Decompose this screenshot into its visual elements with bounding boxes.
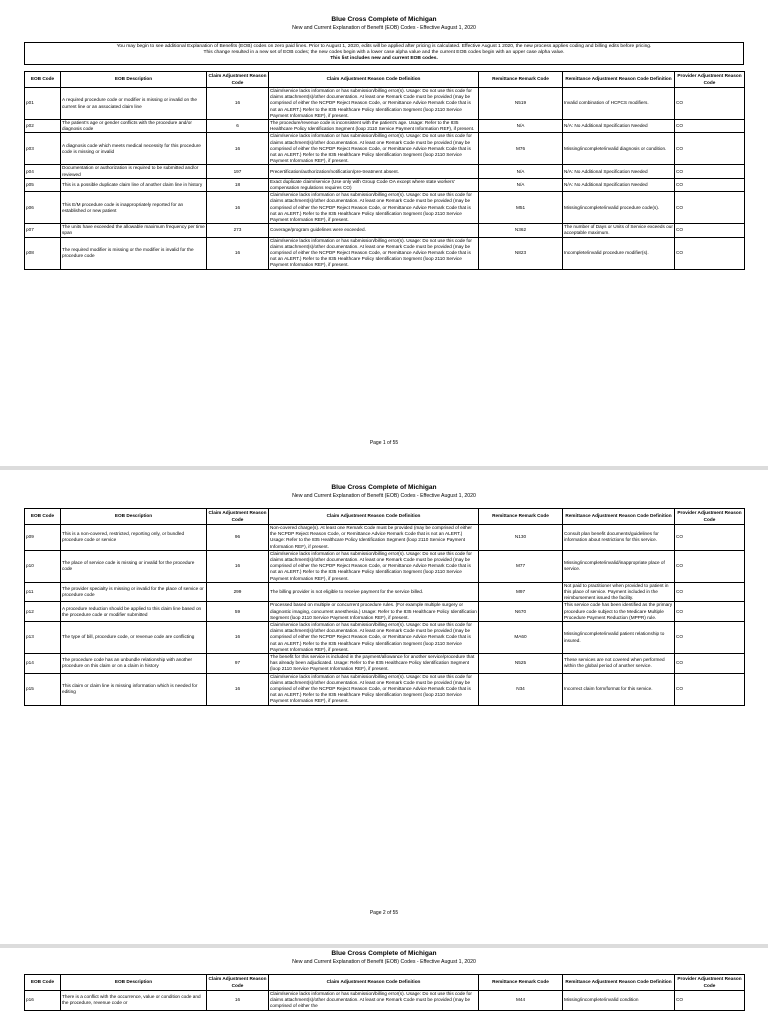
table-row xyxy=(25,237,745,269)
remark-definition-cell: N/A: No Additional Specification Needed xyxy=(563,120,675,133)
eob-description-cell: There is a conflict with the occurrence, value or condition code and the procedure, revenue code or xyxy=(61,991,207,1011)
parc-cell: CO xyxy=(675,602,745,622)
eob-description-cell: A required procedure code or modifier is missing or invalid on the current line or an associated claim line xyxy=(61,88,207,120)
remark-definition-cell: Not paid to practitioner when provided to patient in this place of service. Payment included in the reimbursement issued the facility. xyxy=(563,582,675,602)
remark-code-cell: N/A xyxy=(479,178,563,191)
remark-definition-cell: Incomplete/invalid procedure modifier(s). xyxy=(563,237,675,269)
carc-cell: 6 xyxy=(207,120,269,133)
col-header: Remittance Remark Code xyxy=(479,72,563,88)
intro-line-bold: This list includes new and current EOB codes. xyxy=(330,56,438,62)
eob-code-cell: p13 xyxy=(25,622,61,654)
eob-description-cell: This claim or claim line is missing information which is needed for editing xyxy=(61,673,207,705)
remark-code-cell: N/A xyxy=(479,120,563,133)
eob-description-cell: A diagnosis code which meets medical necessity for this procedure code is missing or invalid xyxy=(61,133,207,165)
table-row xyxy=(25,133,745,165)
remark-definition-cell: Missing/incomplete/invalid/inappropriate place of service. xyxy=(563,550,675,582)
page-2 xyxy=(0,470,768,944)
eob-code-cell: p05 xyxy=(25,178,61,191)
carc-definition-cell: Claim/service lacks information or has submission/billing error(s). Usage: Do not use this code for claims attachment(s)/other documentation. At least one Remark Code must be provided (may be comprised of either the NCPDP Reject Reason Code, or Remittance Advice Remark Code that is not an ALERT.) Refer to the 835 Healthcare Policy Identification Segment (loop 2110 Service Payment Information REF), if present. xyxy=(269,133,479,165)
col-header: EOB Description xyxy=(61,975,207,991)
eob-code-cell: p04 xyxy=(25,165,61,178)
carc-definition-cell: Claim/service lacks information or has submission/billing error(s). Usage: Do not use this code for claims attachment(s)/other documentation. At least one Remark Code must be provided (may be comprised of either the NCPDP Reject Reason Code, or Remittance Advice Remark Code that is not an ALERT.) Refer to the 835 Healthcare Policy Identification Segment (loop 2110 Service Payment Information REF), if present. xyxy=(269,550,479,582)
remark-definition-cell: N/A: No Additional Specification Needed xyxy=(563,165,675,178)
eob-description-cell: A procedure reduction should be applied to this claim line based on the procedure code or modifier submitted xyxy=(61,602,207,622)
carc-cell: 16 xyxy=(207,192,269,224)
col-header: Claim Adjustment Reason Code xyxy=(207,72,269,88)
remark-definition-cell: Missing/incomplete/invalid diagnosis or condition. xyxy=(563,133,675,165)
carc-cell: 16 xyxy=(207,237,269,269)
col-header: Claim Adjustment Reason Code Definition xyxy=(269,509,479,525)
table-row xyxy=(25,673,745,705)
col-header: Claim Adjustment Reason Code Definition xyxy=(269,72,479,88)
col-header: EOB Code xyxy=(25,72,61,88)
eob-code-cell: p16 xyxy=(25,991,61,1011)
eob-description-cell: This E/M procedure code is inappropriately reported for an established or new patient xyxy=(61,192,207,224)
page-1 xyxy=(0,0,768,466)
table-row xyxy=(25,120,745,133)
parc-cell: CO xyxy=(675,192,745,224)
remark-definition-cell: Incorrect claim form/format for this service. xyxy=(563,673,675,705)
eob-code-cell: p11 xyxy=(25,582,61,602)
eob-description-cell: The procedure code has an unbundle relationship with another procedure on this claim or on a claim in history xyxy=(61,654,207,674)
col-header: Claim Adjustment Reason Code xyxy=(207,975,269,991)
col-header: EOB Description xyxy=(61,509,207,525)
document-title: Blue Cross Complete of Michigan xyxy=(331,484,437,491)
eob-table xyxy=(24,508,745,706)
carc-cell: 59 xyxy=(207,602,269,622)
eob-code-cell: p09 xyxy=(25,525,61,551)
page-header xyxy=(0,948,768,965)
carc-cell: 16 xyxy=(207,133,269,165)
col-header: Remittance Adjustment Reason Code Definition xyxy=(563,975,675,991)
col-header: Provider Adjustment Reason Code xyxy=(675,72,745,88)
carc-cell: 16 xyxy=(207,991,269,1011)
eob-code-cell: p08 xyxy=(25,237,61,269)
remark-code-cell: M44 xyxy=(479,991,563,1011)
carc-definition-cell: Claim/service lacks information or has submission/billing error(s). Usage: Do not use this code for claims attachment(s)/other documentation. At least one Remark Code must be provided (may be comprised of either the NCPDP Reject Reason Code, or Remittance Advice Remark Code that is not an ALERT.) Refer to the 835 Healthcare Policy Identification Segment (loop 2110 Service Payment Information REF), if present. xyxy=(269,237,479,269)
eob-table xyxy=(24,71,745,270)
remark-definition-cell: N/A: No Additional Specification Needed xyxy=(563,178,675,191)
eob-code-cell: p06 xyxy=(25,192,61,224)
page-header xyxy=(0,0,768,31)
eob-description-cell: The units have exceeded the allowable maximum frequency per time span xyxy=(62,224,205,236)
carc-definition-cell: Claim/service lacks information or has submission/billing error(s). Usage: Do not use this code for claims attachment(s)/other documentation. At least one Remark Code must be provided (may be comprised of either the NCPDP Reject Reason Code, or Remittance Advice Remark Code that is not an ALERT.) Refer to the 835 Healthcare Policy Identification Segment (loop 2110 Service Payment Information REF), if present. xyxy=(269,88,479,120)
table-row xyxy=(25,550,745,582)
carc-cell: 16 xyxy=(207,88,269,120)
carc-definition-cell: The procedure/revenue code is inconsistent with the patient's age. Usage: Refer to the 835 Healthcare Policy Identification Segment (loop 2110 Service Payment Information REF), if present. xyxy=(269,120,479,133)
carc-definition-cell: Claim/service lacks information or has submission/billing error(s). Usage: Do not use this code for claims attachment(s)/other documentation. At least one Remark Code must be provided (may be comprised of either the NCPDP Reject Reason Code, or Remittance Advice Remark Code that is not an ALERT.) Refer to the 835 Healthcare Policy Identification Segment (loop 2110 Service Payment Information REF), if present. xyxy=(269,622,479,654)
document-subtitle: New and Current Explanation of Benefit (EOB) Codes - Effective August 1, 2020 xyxy=(292,959,476,965)
col-header: Remittance Remark Code xyxy=(479,509,563,525)
carc-definition-cell: Claim/service lacks information or has submission/billing error(s). Usage: Do not use this code for claims attachment(s)/other documentation. At least one Remark Code must be provided (may be comprised of either the NCPDP Reject Reason Code, or Remittance Advice Remark Code that is not an ALERT.) Refer to the 835 Healthcare Policy Identification Segment (loop 2110 Service Payment Information REF), if present. xyxy=(269,192,479,224)
intro-notice xyxy=(24,42,744,65)
page-header xyxy=(0,470,768,499)
remark-code-cell: M76 xyxy=(479,133,563,165)
parc-cell: CO xyxy=(675,88,745,120)
carc-definition-cell: Claim/service lacks information or has submission/billing error(s). Usage: Do not use this code for claims attachment(s)/other documentation. At least one Remark Code must be provided (may be comprised of either the xyxy=(269,991,479,1011)
page-3 xyxy=(0,948,768,1024)
carc-definition-cell: Non-covered charge(s). At least one Remark Code must be provided (may be comprised of either the NCPDP Reject Reason Code, or Remittance Advice Remark Code that is not an ALERT.) Usage: Refer to the 835 Healthcare Policy Identification Segment (loop 2110 Service Payment Information REF), if present. xyxy=(269,525,479,551)
remark-code-cell: N130 xyxy=(479,525,563,551)
table-header-row xyxy=(25,509,745,525)
remark-definition-cell: Consult plan benefit documents/guidelines for information about restrictions for this service. xyxy=(563,525,675,551)
carc-cell: 16 xyxy=(207,550,269,582)
table-row xyxy=(25,525,745,551)
remark-code-cell: N/A xyxy=(479,165,563,178)
eob-description-cell: Documentation or authorization is required to be submitted and/or reviewed xyxy=(61,165,207,178)
carc-cell: 18 xyxy=(207,178,269,191)
table-row xyxy=(25,991,745,1011)
remark-definition-cell: This service code has been identified as the primary procedure code subject to the Medicare Multiple Procedure Payment Reduction (MPPR) rule. xyxy=(563,602,675,622)
eob-code-cell: p12 xyxy=(25,602,61,622)
eob-description-cell: This is a non-covered, restricted, reporting only, or bundled procedure code or service xyxy=(61,525,207,551)
carc-cell: 97 xyxy=(207,654,269,674)
carc-definition-cell: Claim/service lacks information or has submission/billing error(s). Usage: Do not use this code for claims attachment(s)/other documentation. At least one Remark Code must be provided (may be comprised of either the NCPDP Reject Reason Code, or Remittance Advice Remark Code that is not an ALERT.) Refer to the 835 Healthcare Policy Identification Segment (loop 2110 Service Payment Information REF), if present. xyxy=(269,673,479,705)
eob-table xyxy=(24,974,745,1011)
eob-code-cell: p15 xyxy=(25,673,61,705)
carc-cell: 96 xyxy=(207,525,269,551)
table-row xyxy=(25,224,745,237)
eob-code-cell: p03 xyxy=(25,133,61,165)
col-header: Remittance Remark Code xyxy=(479,975,563,991)
carc-definition-cell: Processed based on multiple or concurrent procedure rules. (For example multiple surgery or diagnostic imaging, concurrent anesthesia.) Usage: Refer to the 835 Healthcare Policy Identification Segment (loop 2110 Service Payment Information REF), if present. xyxy=(270,602,477,620)
page-number: Page 2 of 55 xyxy=(369,910,399,916)
carc-cell: 16 xyxy=(207,622,269,654)
remark-definition-cell: Missing/incomplete/invalid procedure code(s). xyxy=(563,192,675,224)
carc-definition-cell: The benefit for this service is included in the payment/allowance for another service/procedure that has already been adjudicated. Usage: Refer to the 835 Healthcare Policy Identification Segment (loop 2110 Service Payment Information REF), if present. xyxy=(269,654,479,674)
eob-code-cell: p10 xyxy=(25,550,61,582)
eob-code-cell: p14 xyxy=(25,654,61,674)
table-row xyxy=(25,602,745,622)
parc-cell: CO xyxy=(675,224,745,237)
eob-code-cell: p02 xyxy=(25,120,61,133)
parc-cell: CO xyxy=(675,550,745,582)
intro-line: This change resulted in a new set of EOB codes; the new codes begin with a lower case alpha value and the current EOB codes begin with an upper case alpha value. xyxy=(203,50,565,56)
remark-code-cell: M51 xyxy=(479,192,563,224)
table-header-row xyxy=(25,72,745,88)
remark-definition-cell: Invalid combination of HCPCS modifiers. xyxy=(563,88,675,120)
parc-cell: CO xyxy=(675,165,745,178)
col-header: Claim Adjustment Reason Code Definition xyxy=(269,975,479,991)
remark-definition-cell: The number of Days or Units of Service exceeds our acceptable maximum. xyxy=(564,224,673,236)
document-subtitle: New and Current Explanation of Benefit (EOB) Codes - Effective August 1, 2020 xyxy=(292,493,476,499)
carc-definition-cell: Coverage/program guidelines were exceeded. xyxy=(269,224,479,237)
table-row xyxy=(25,654,745,674)
remark-code-cell: N823 xyxy=(479,237,563,269)
parc-cell: CO xyxy=(675,654,745,674)
col-header: Remittance Adjustment Reason Code Definition xyxy=(563,72,675,88)
col-header: EOB Description xyxy=(61,72,207,88)
parc-cell: CO xyxy=(675,622,745,654)
parc-cell: CO xyxy=(675,525,745,551)
eob-description-cell: This is a possible duplicate claim line of another claim line in history xyxy=(61,178,207,191)
page-number: Page 1 of 55 xyxy=(369,440,399,446)
eob-description-cell: The type of bill, procedure code, or revenue code are conflicting xyxy=(61,622,207,654)
carc-definition-cell: Precertification/authorization/notification/pre-treatment absent. xyxy=(269,165,479,178)
table-header-row xyxy=(25,975,745,991)
carc-cell: 16 xyxy=(207,673,269,705)
remark-code-cell: N525 xyxy=(479,654,563,674)
remark-code-cell: N34 xyxy=(479,673,563,705)
intro-line: You may begin to see additional Explanation of Benefits (EOB) codes on zero paid lines. Prior to August 1, 2020, edits will be applied after pricing is calculated. Effective August 1 2020, the new process applies coding and billing edits before pricing. xyxy=(116,44,652,49)
col-header: EOB Code xyxy=(25,975,61,991)
col-header: Remittance Adjustment Reason Code Definition xyxy=(563,509,675,525)
carc-cell: 197 xyxy=(207,165,269,178)
parc-cell: CO xyxy=(675,582,745,602)
parc-cell: CO xyxy=(675,673,745,705)
table-row xyxy=(25,192,745,224)
parc-cell: CO xyxy=(675,237,745,269)
col-header: EOB Code xyxy=(25,509,61,525)
col-header: Claim Adjustment Reason Code xyxy=(207,509,269,525)
eob-code-cell: p07 xyxy=(25,224,61,237)
document-subtitle: New and Current Explanation of Benefit (EOB) Codes - Effective August 1, 2020 xyxy=(292,25,476,31)
col-header: Provider Adjustment Reason Code xyxy=(675,975,745,991)
eob-description-cell: The required modifier is missing or the modifier is invalid for the procedure code xyxy=(61,237,207,269)
eob-description-cell: The place of service code is missing or invalid for the procedure code xyxy=(61,550,207,582)
parc-cell: CO xyxy=(675,133,745,165)
table-row xyxy=(25,88,745,120)
col-header: Provider Adjustment Reason Code xyxy=(675,509,745,525)
table-row xyxy=(25,582,745,602)
remark-code-cell: MA60 xyxy=(479,622,563,654)
document-title: Blue Cross Complete of Michigan xyxy=(331,16,437,23)
remark-code-cell: M77 xyxy=(479,550,563,582)
eob-description-cell: The patient's age or gender conflicts with the procedure and/or diagnosis code xyxy=(61,120,207,133)
parc-cell: CO xyxy=(675,991,745,1011)
remark-definition-cell: These services are not covered when performed within the global period of another service. xyxy=(563,654,675,674)
table-row xyxy=(25,622,745,654)
remark-code-cell: N362 xyxy=(479,224,563,237)
carc-definition-cell: The billing provider is not eligible to receive payment for the service billed. xyxy=(269,582,479,602)
table-row xyxy=(25,165,745,178)
table-row xyxy=(25,178,745,191)
remark-code-cell: N519 xyxy=(479,88,563,120)
carc-definition-cell: Exact duplicate claim/service (Use only with Group Code OA except where state workers' compensation regulations requires CO) xyxy=(269,178,479,191)
eob-description-cell: The provider specialty is missing or invalid for the place of service or procedure code xyxy=(61,582,207,602)
parc-cell: CO xyxy=(675,178,745,191)
remark-code-cell: N670 xyxy=(479,602,563,622)
remark-definition-cell: Missing/incomplete/invalid patient relationship to insured. xyxy=(563,622,675,654)
carc-cell: 273 xyxy=(207,224,269,237)
document-title: Blue Cross Complete of Michigan xyxy=(331,950,437,957)
parc-cell: CO xyxy=(675,120,745,133)
remark-definition-cell: Missing/incomplete/invalid condition xyxy=(563,991,675,1011)
remark-code-cell: M97 xyxy=(479,582,563,602)
carc-cell: 299 xyxy=(207,582,269,602)
eob-code-cell: p01 xyxy=(25,88,61,120)
